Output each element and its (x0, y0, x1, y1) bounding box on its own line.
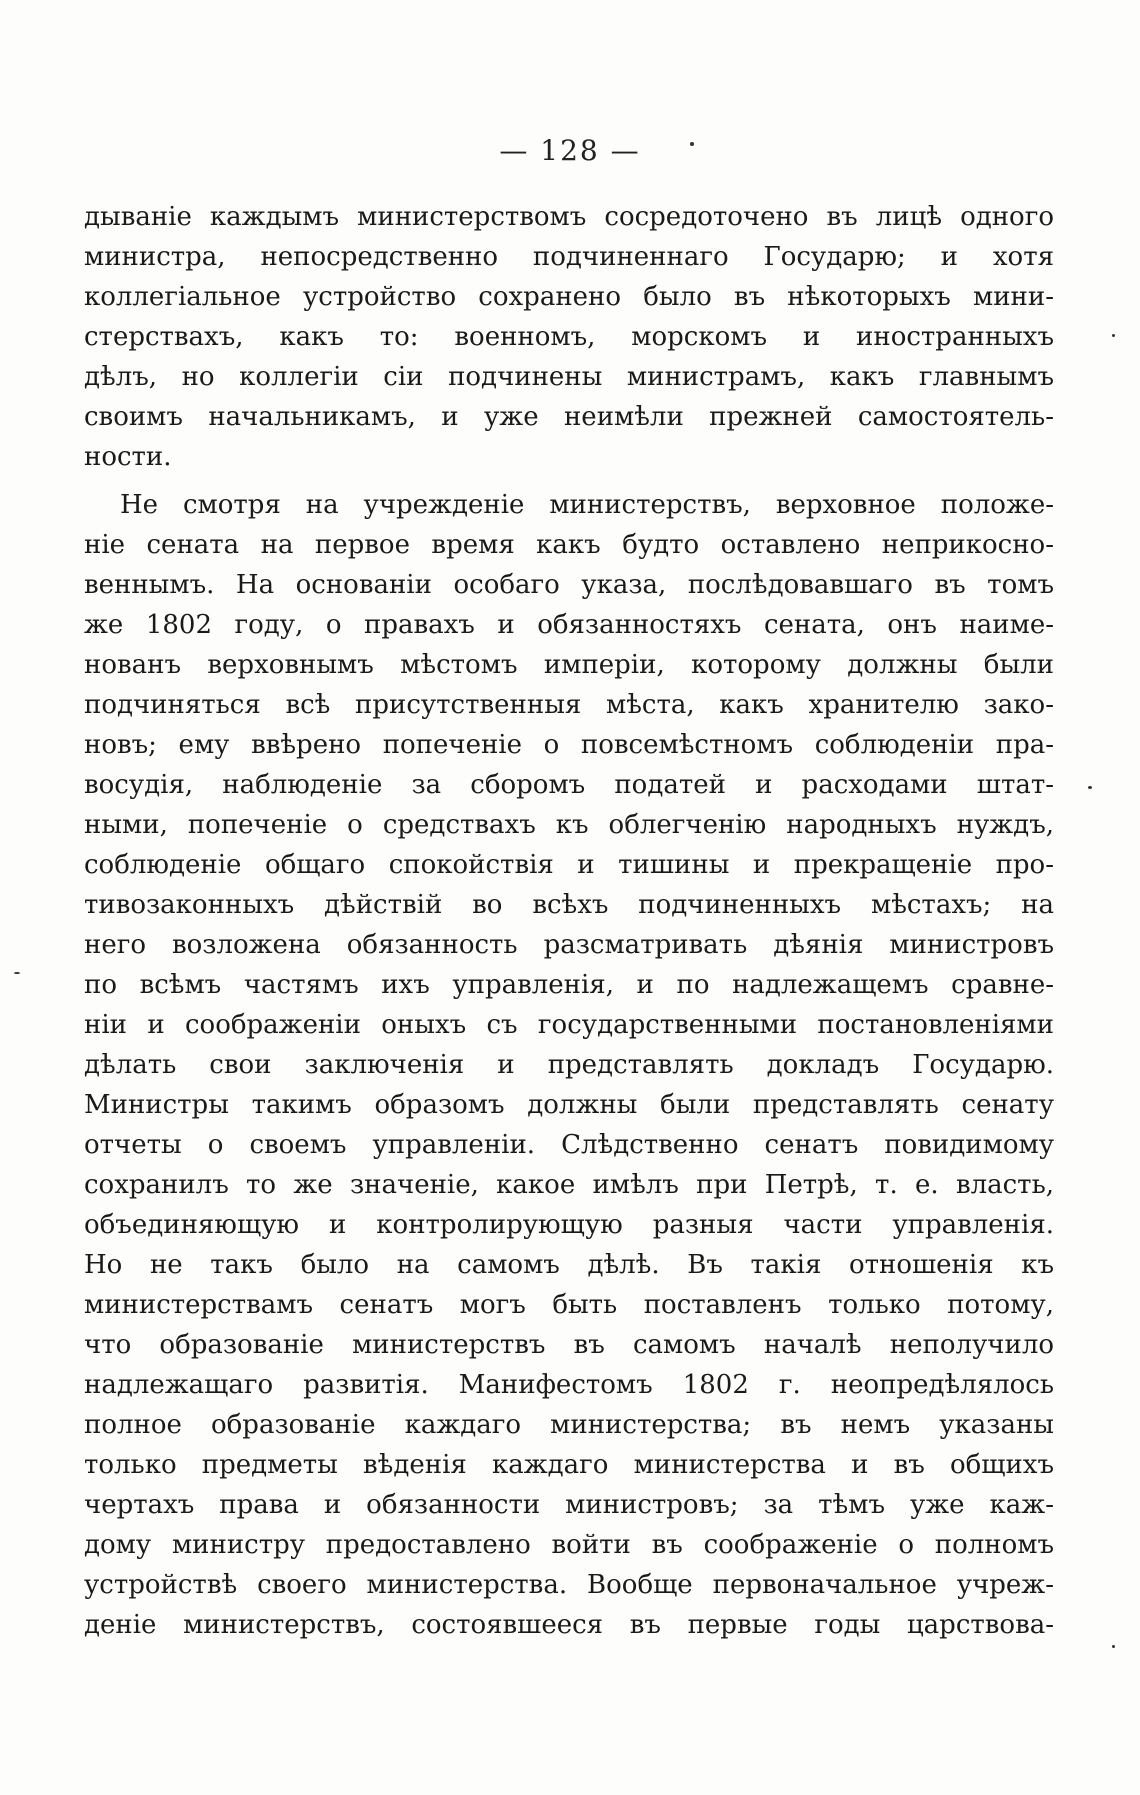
text-line: новъ; ему ввѣрено попеченіе о повсемѣстномъ соблюденіи пра- (84, 730, 1054, 760)
text-line: ности. (84, 442, 172, 472)
text-line: соблюденіе общаго спокойствія и тишины и прекращеніе про- (84, 850, 1054, 880)
text-line: Но не такъ было на самомъ дѣлѣ. Въ такія отношенія къ (84, 1250, 1054, 1280)
text-line: тивозаконныхъ дѣйствій во всѣхъ подчиненныхъ мѣстахъ; на (84, 890, 1054, 920)
text-line: сохранилъ то же значеніе, какое имѣлъ при Петрѣ, т. е. власть, (84, 1170, 1054, 1200)
text-line: него возложена обязанность разсматривать дѣянія министровъ (84, 930, 1054, 960)
text-line: что образованіе министерствъ въ самомъ началѣ неполучило (84, 1330, 1054, 1360)
text-line: дѣлъ, но коллегіи сіи подчинены министрамъ, какъ главнымъ (84, 362, 1054, 392)
text-line: своимъ начальникамъ, и уже неимѣли прежней самостоятель- (84, 402, 1054, 432)
text-line: министерствамъ сенатъ могъ быть поставленъ только потому, (84, 1290, 1054, 1320)
text-line: дываніе каждымъ министерствомъ сосредоточено въ лицѣ одного (84, 202, 1054, 232)
text-line: чертахъ права и обязанности министровъ; за тѣмъ уже каж- (84, 1490, 1054, 1520)
text-line: ніи и соображеніи оныхъ съ государственными постановленіями (84, 1010, 1054, 1040)
text-line: Министры такимъ образомъ должны были представлять сенату (84, 1090, 1054, 1120)
text-line: коллегіальное устройство сохранено было въ нѣкоторыхъ мини- (84, 282, 1054, 312)
paragraph-gap (84, 477, 1054, 485)
page-number: — 128 — (499, 134, 641, 167)
text-line: ніе сената на первое время какъ будто оставлено неприкосно- (84, 530, 1054, 560)
paragraph-1 (84, 197, 1054, 477)
text-line: надлежащаго развитія. Манифестомъ 1802 г. неопредѣлялось (84, 1370, 1054, 1400)
text-line: же 1802 году, о правахъ и обязанностяхъ сената, онъ наиме- (84, 610, 1054, 640)
text-line: по всѣмъ частямъ ихъ управленія, и по надлежащемъ сравне- (84, 970, 1054, 1000)
text-line: устройствѣ своего министерства. Вообще первоначальное учреж- (84, 1570, 1054, 1600)
text-line: дѣлать свои заключенія и представлять докладъ Государю. (84, 1050, 1054, 1080)
text-line: стерствахъ, какъ то: военномъ, морскомъ и иностранныхъ (84, 322, 1054, 352)
text-line: объединяющую и контролирующую разныя части управленія. (84, 1210, 1054, 1240)
text-line: восудія, наблюденіе за сборомъ податей и расходами штат- (84, 770, 1054, 800)
text-line: дому министру предоставлено войти въ соображеніе о полномъ (84, 1530, 1054, 1560)
scan-speck (690, 142, 694, 146)
text-line: полное образованіе каждаго министерства; въ немъ указаны (84, 1410, 1054, 1440)
text-line (84, 1645, 1054, 1685)
text-line: министра, непосредственно подчиненнаго Государю; и хотя (84, 242, 1054, 272)
scan-speck (1112, 1645, 1115, 1648)
text-line: Не смотря на учрежденіе министерствъ, верховное положе- (120, 490, 1054, 520)
text-line: деніе министерствъ, состоявшееся въ первые годы царствова- (84, 1610, 1054, 1640)
paragraph-2 (84, 485, 1054, 1685)
scan-speck (14, 972, 20, 974)
scan-speck (1088, 786, 1092, 789)
text-line: ными, попеченіе о средствахъ къ облегченію народныхъ нуждъ, (84, 810, 1054, 840)
text-line: отчеты о своемъ управленіи. Слѣдственно сенатъ повидимому (84, 1130, 1054, 1160)
text-line: веннымъ. На основаніи особаго указа, послѣдовавшаго въ томъ (84, 570, 1054, 600)
text-line: только предметы вѣденія каждаго министерства и въ общихъ (84, 1450, 1054, 1480)
text-line: подчиняться всѣ присутственныя мѣста, какъ хранителю зако- (84, 690, 1054, 720)
text-line: нованъ верховнымъ мѣстомъ имперіи, которому должны были (84, 650, 1054, 680)
body-text (84, 197, 1054, 1685)
scan-speck (1112, 334, 1115, 337)
